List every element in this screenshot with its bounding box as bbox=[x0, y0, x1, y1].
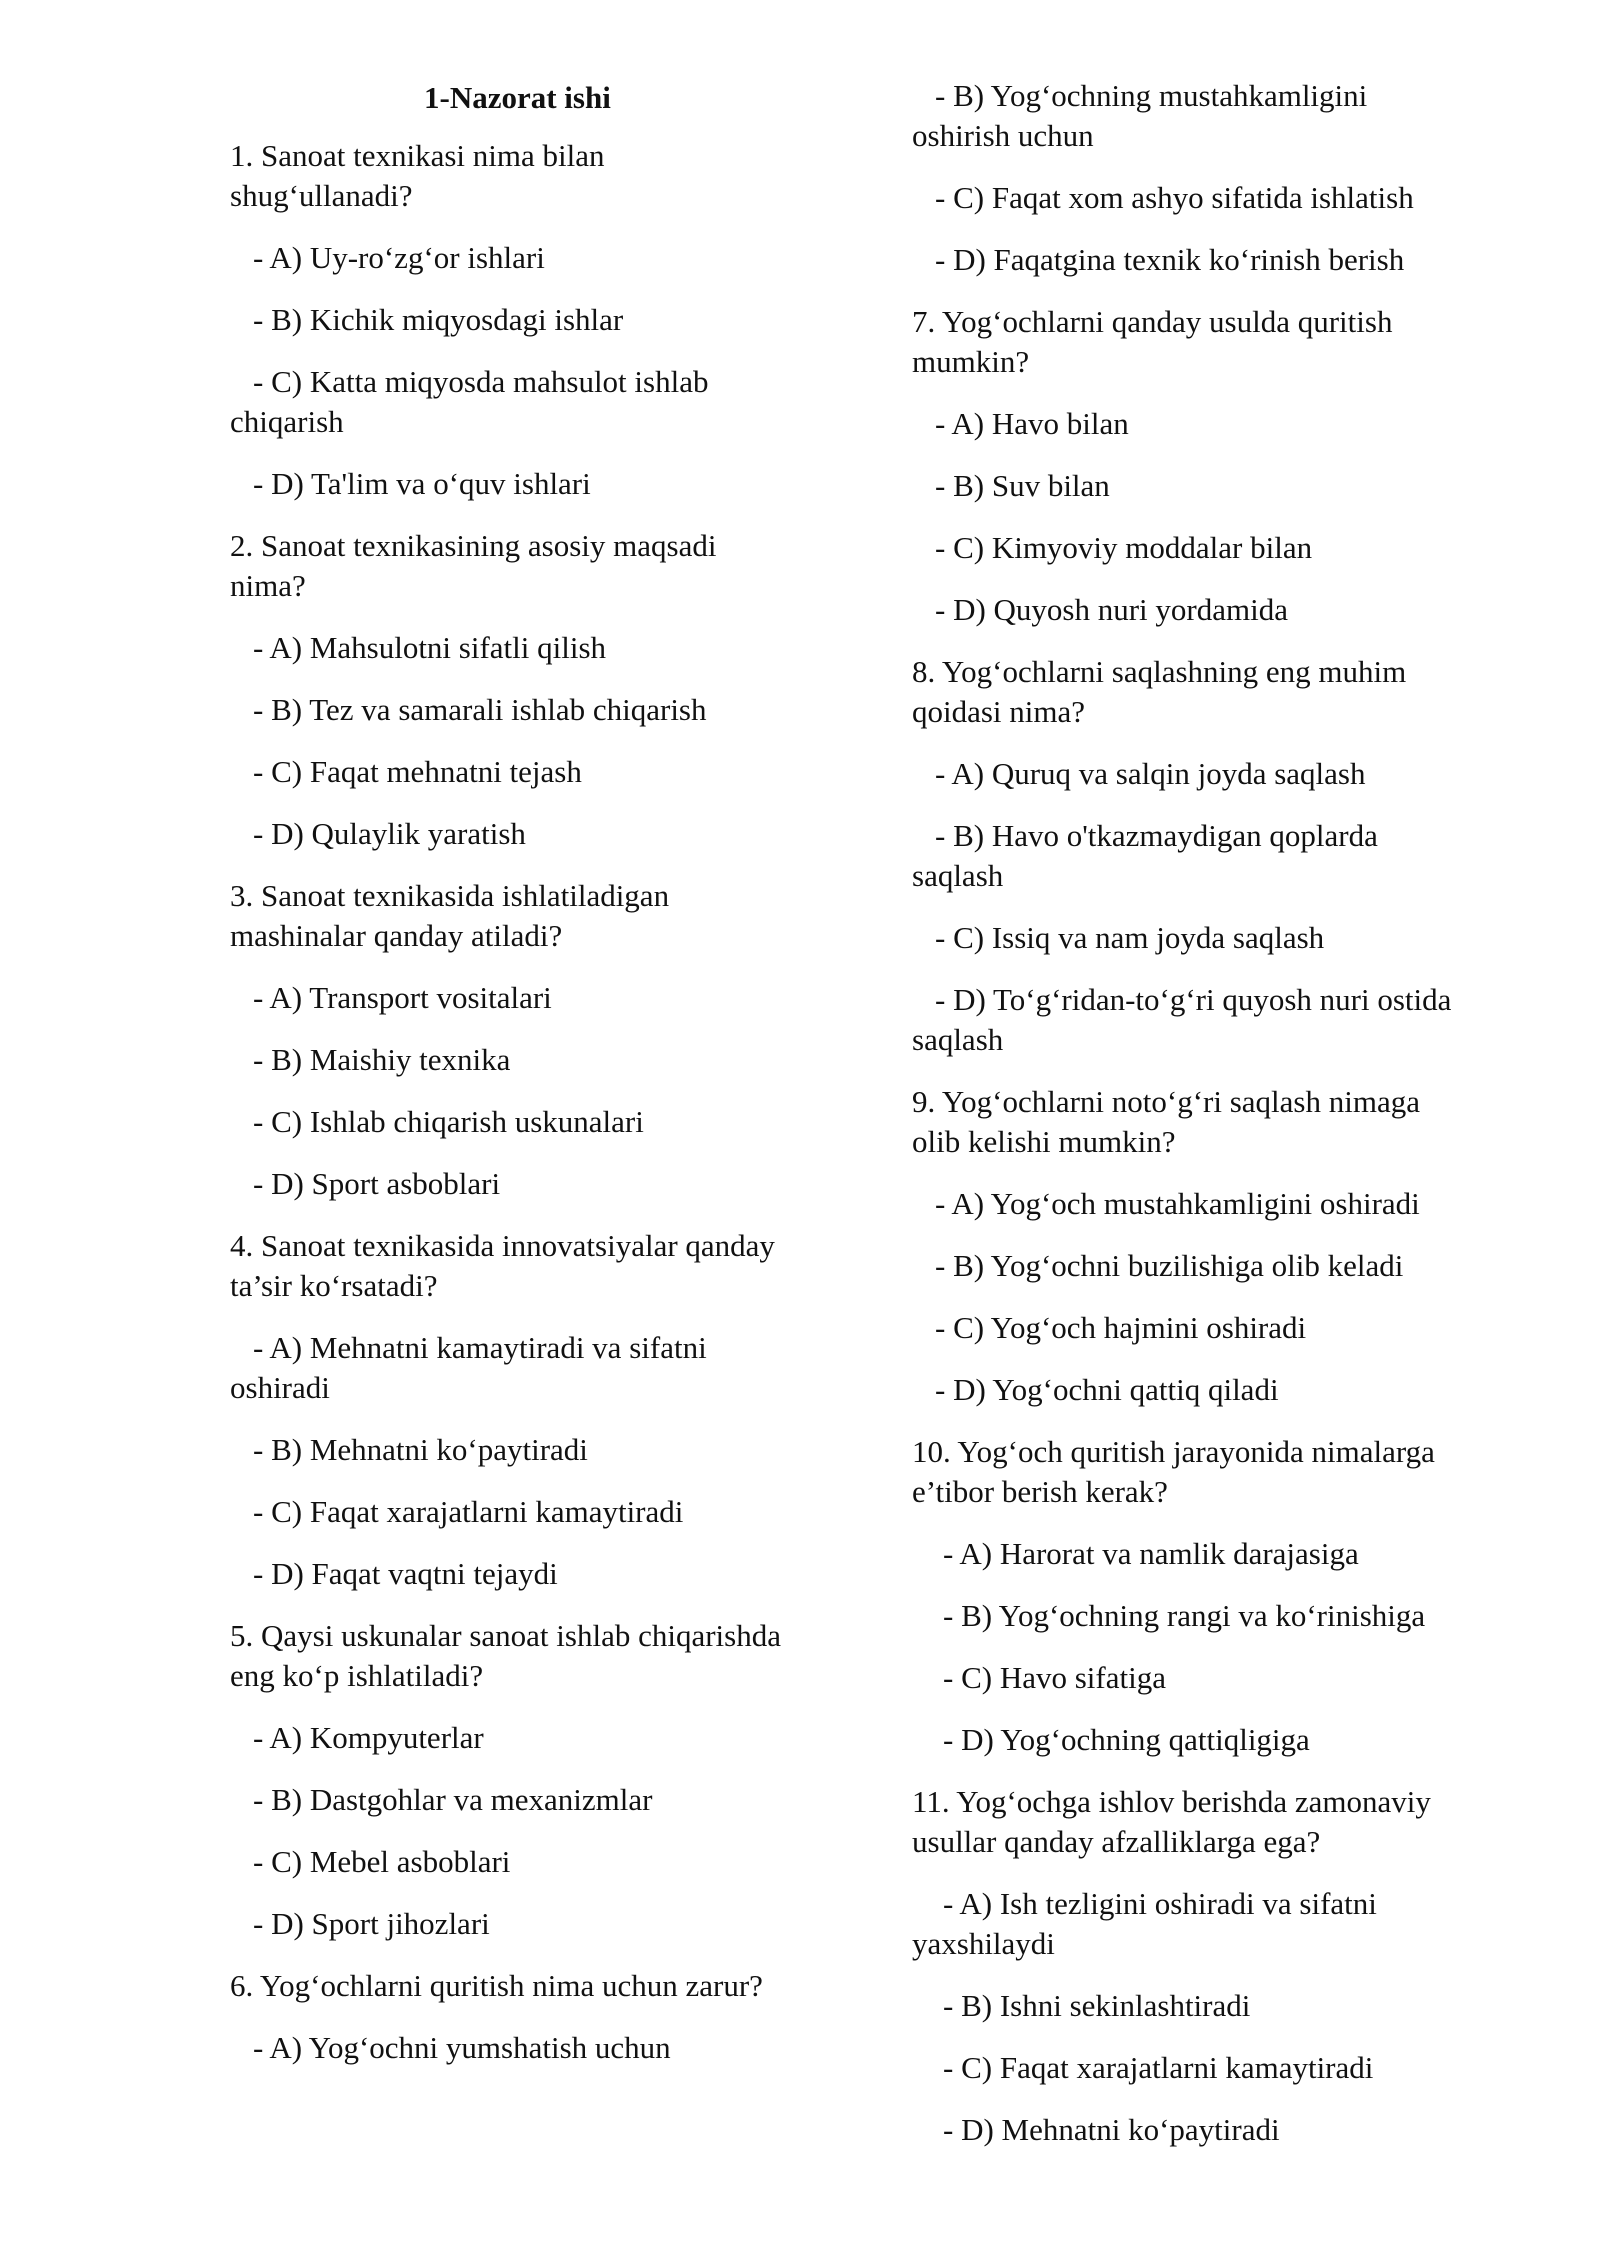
question-1-text: shug‘ullanadi? bbox=[230, 178, 413, 213]
question-6-option-b: - B) Yog‘ochning mustahkamligini bbox=[935, 78, 1368, 113]
question-7-text: mumkin? bbox=[912, 344, 1030, 379]
question-8-option-c: - C) Issiq va nam joyda saqlash bbox=[935, 920, 1325, 955]
question-11-option-d: - D) Mehnatni ko‘paytiradi bbox=[943, 2112, 1280, 2147]
question-6-text: 6. Yog‘ochlarni quritish nima uchun zarur? bbox=[230, 1968, 763, 2003]
question-2-text: nima? bbox=[230, 568, 306, 603]
question-8-text: 8. Yog‘ochlarni saqlashning eng muhim bbox=[912, 654, 1407, 689]
question-8-option-d: saqlash bbox=[912, 1022, 1004, 1057]
question-9-option-a: - A) Yog‘och mustahkamligini oshiradi bbox=[935, 1186, 1420, 1221]
question-3-text: mashinalar qanday atiladi? bbox=[230, 918, 563, 953]
question-4-option-c: - C) Faqat xarajatlarni kamaytiradi bbox=[253, 1494, 684, 1529]
question-1-option-a: - A) Uy-ro‘zg‘or ishlari bbox=[253, 240, 545, 275]
question-3-option-a: - A) Transport vositalari bbox=[253, 980, 552, 1015]
question-11-option-b: - B) Ishni sekinlashtiradi bbox=[943, 1988, 1251, 2023]
page-title: 1-Nazorat ishi bbox=[424, 80, 611, 115]
question-7-option-c: - C) Kimyoviy moddalar bilan bbox=[935, 530, 1313, 565]
question-6-option-c: - C) Faqat xom ashyo sifatida ishlatish bbox=[935, 180, 1414, 215]
question-4-option-a: oshiradi bbox=[230, 1370, 330, 1405]
question-2-option-d: - D) Qulaylik yaratish bbox=[253, 816, 526, 851]
question-8-option-b: - B) Havo o'tkazmaydigan qoplarda bbox=[935, 818, 1378, 853]
question-11-option-a: - A) Ish tezligini oshiradi va sifatni bbox=[943, 1886, 1377, 1921]
question-4-option-a: - A) Mehnatni kamaytiradi va sifatni bbox=[253, 1330, 707, 1365]
question-3-option-b: - B) Maishiy texnika bbox=[253, 1042, 511, 1077]
question-7-option-b: - B) Suv bilan bbox=[935, 468, 1110, 503]
question-11-text: 11. Yog‘ochga ishlov berishda zamonaviy bbox=[912, 1784, 1431, 1819]
question-11-option-a: yaxshilaydi bbox=[912, 1926, 1055, 1961]
question-10-text: e’tibor berish kerak? bbox=[912, 1474, 1168, 1509]
question-9-text: 9. Yog‘ochlarni noto‘g‘ri saqlash nimaga bbox=[912, 1084, 1420, 1119]
question-6-option-b: oshirish uchun bbox=[912, 118, 1094, 153]
question-2-option-b: - B) Tez va samarali ishlab chiqarish bbox=[253, 692, 707, 727]
question-4-option-b: - B) Mehnatni ko‘paytiradi bbox=[253, 1432, 588, 1467]
question-8-option-b: saqlash bbox=[912, 858, 1004, 893]
question-3-option-c: - C) Ishlab chiqarish uskunalari bbox=[253, 1104, 644, 1139]
question-7-option-d: - D) Quyosh nuri yordamida bbox=[935, 592, 1288, 627]
question-3-text: 3. Sanoat texnikasida ishlatiladigan bbox=[230, 878, 670, 913]
question-9-option-c: - C) Yog‘och hajmini oshiradi bbox=[935, 1310, 1307, 1345]
question-1-text: 1. Sanoat texnikasi nima bilan bbox=[230, 138, 605, 173]
question-5-option-c: - C) Mebel asboblari bbox=[253, 1844, 511, 1879]
question-6-option-d: - D) Faqatgina texnik ko‘rinish berish bbox=[935, 242, 1405, 277]
question-11-option-c: - C) Faqat xarajatlarni kamaytiradi bbox=[943, 2050, 1374, 2085]
question-7-text: 7. Yog‘ochlarni qanday usulda quritish bbox=[912, 304, 1393, 339]
question-10-option-d: - D) Yog‘ochning qattiqligiga bbox=[943, 1722, 1310, 1757]
question-5-text: 5. Qaysi uskunalar sanoat ishlab chiqarishda bbox=[230, 1618, 781, 1653]
question-1-option-b: - B) Kichik miqyosdagi ishlar bbox=[253, 302, 624, 337]
question-5-option-b: - B) Dastgohlar va mexanizmlar bbox=[253, 1782, 653, 1817]
question-2-text: 2. Sanoat texnikasining asosiy maqsadi bbox=[230, 528, 717, 563]
question-10-option-c: - C) Havo sifatiga bbox=[943, 1660, 1166, 1695]
question-4-text: ta’sir ko‘rsatadi? bbox=[230, 1268, 438, 1303]
question-10-option-a: - A) Harorat va namlik darajasiga bbox=[943, 1536, 1359, 1571]
question-4-option-d: - D) Faqat vaqtni tejaydi bbox=[253, 1556, 558, 1591]
question-8-text: qoidasi nima? bbox=[912, 694, 1086, 729]
question-1-option-d: - D) Ta'lim va o‘quv ishlari bbox=[253, 466, 591, 501]
question-10-text: 10. Yog‘och quritish jarayonida nimalarga bbox=[912, 1434, 1435, 1469]
question-7-option-a: - A) Havo bilan bbox=[935, 406, 1129, 441]
question-5-option-a: - A) Kompyuterlar bbox=[253, 1720, 484, 1755]
question-10-option-b: - B) Yog‘ochning rangi va ko‘rinishiga bbox=[943, 1598, 1426, 1633]
question-4-text: 4. Sanoat texnikasida innovatsiyalar qanday bbox=[230, 1228, 775, 1263]
question-3-option-d: - D) Sport asboblari bbox=[253, 1166, 501, 1201]
question-9-text: olib kelishi mumkin? bbox=[912, 1124, 1176, 1159]
question-8-option-d: - D) To‘g‘ridan-to‘g‘ri quyosh nuri ostida bbox=[935, 982, 1452, 1017]
question-1-option-c: chiqarish bbox=[230, 404, 344, 439]
question-5-text: eng ko‘p ishlatiladi? bbox=[230, 1658, 484, 1693]
question-2-option-c: - C) Faqat mehnatni tejash bbox=[253, 754, 582, 789]
question-1-option-c: - C) Katta miqyosda mahsulot ishlab bbox=[253, 364, 709, 399]
question-6-option-a: - A) Yog‘ochni yumshatish uchun bbox=[253, 2030, 671, 2065]
question-2-option-a: - A) Mahsulotni sifatli qilish bbox=[253, 630, 607, 665]
question-8-option-a: - A) Quruq va salqin joyda saqlash bbox=[935, 756, 1366, 791]
question-11-text: usullar qanday afzalliklarga ega? bbox=[912, 1824, 1321, 1859]
question-5-option-d: - D) Sport jihozlari bbox=[253, 1906, 490, 1941]
question-9-option-d: - D) Yog‘ochni qattiq qiladi bbox=[935, 1372, 1279, 1407]
question-9-option-b: - B) Yog‘ochni buzilishiga olib keladi bbox=[935, 1248, 1404, 1283]
